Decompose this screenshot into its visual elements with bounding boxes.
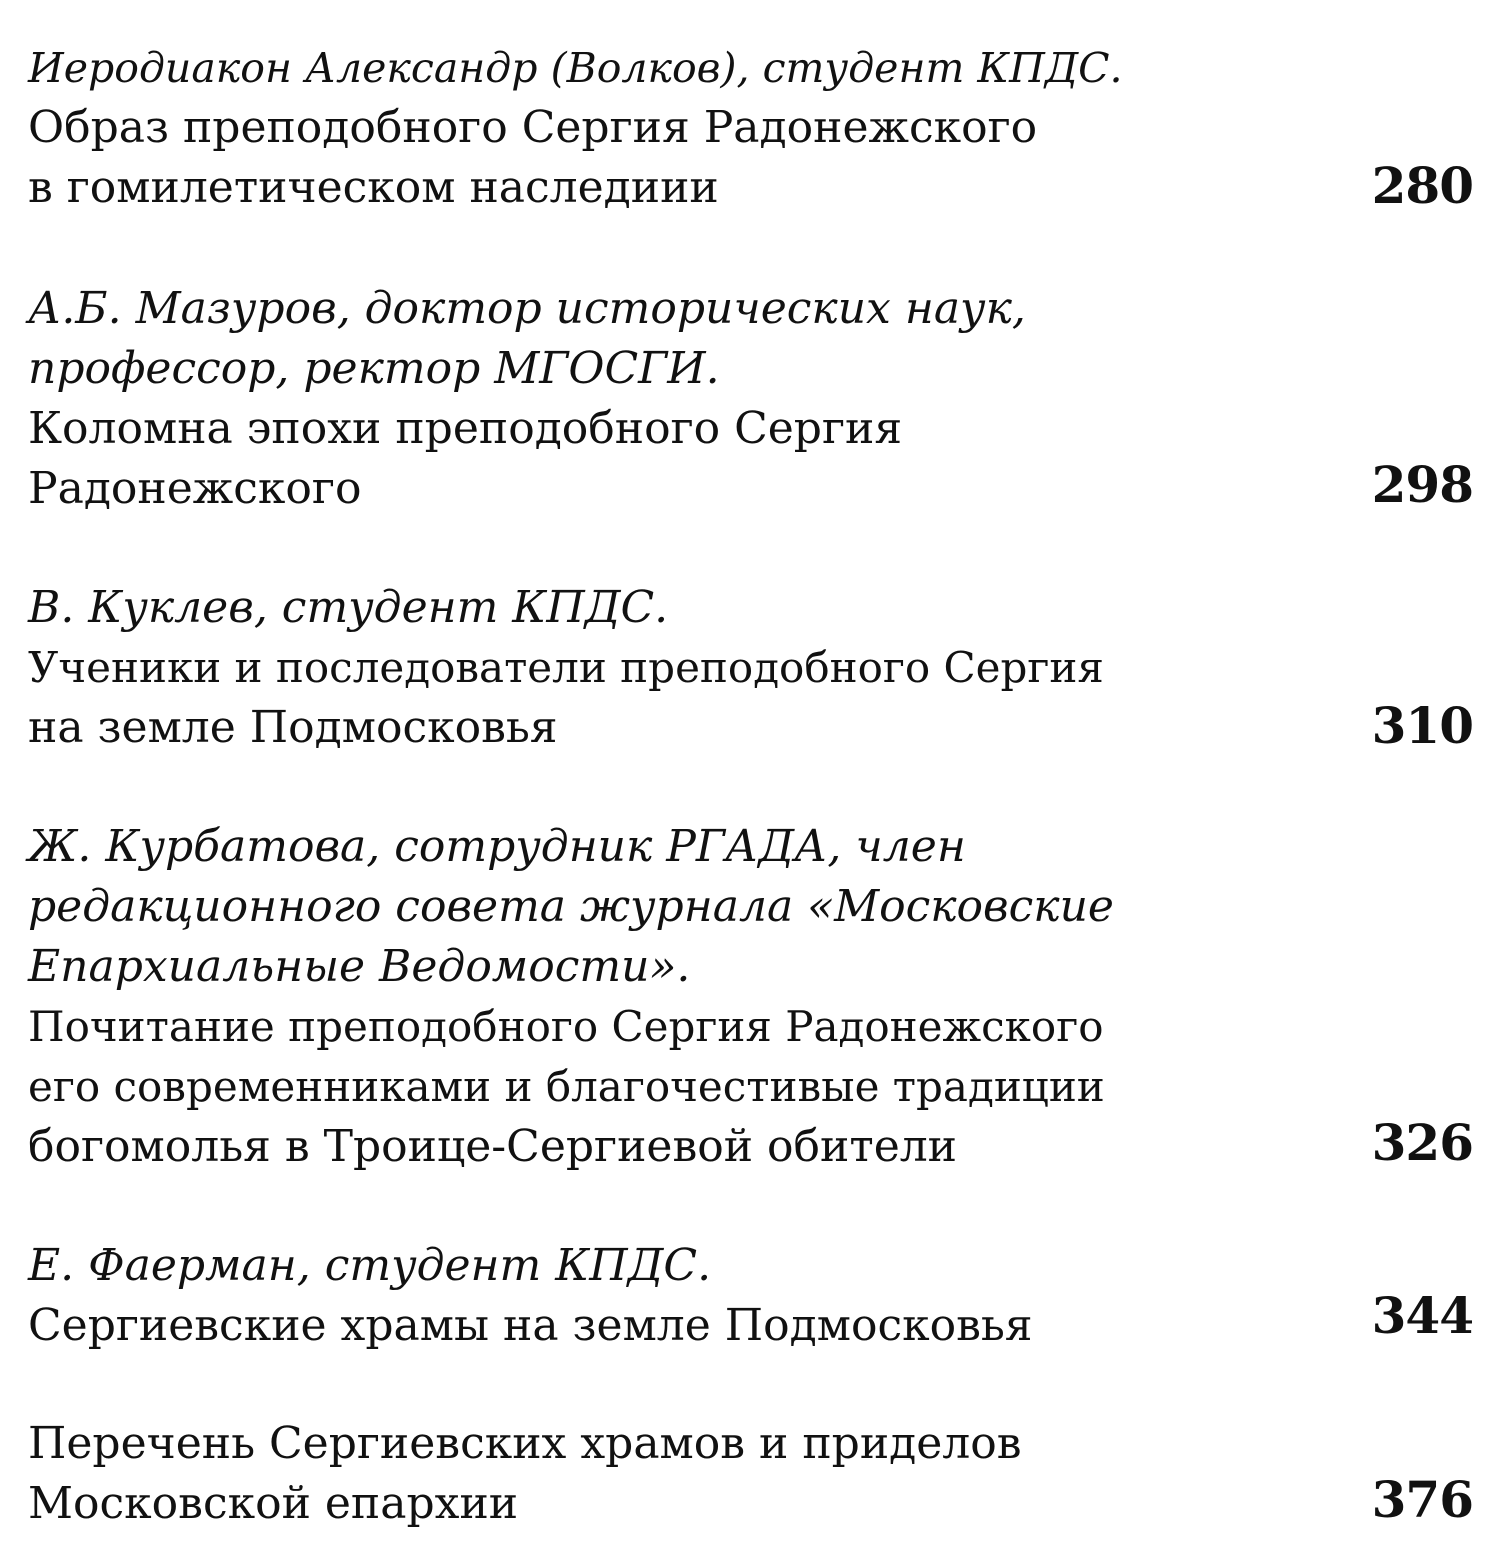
entry-author: Е. Фаерман, студент КПДС. — [28, 1240, 712, 1291]
entry-page-number[interactable]: 326 — [1371, 1113, 1473, 1172]
entry-author: В. Куклев, студент КПДС. — [28, 582, 669, 633]
entry-page-number[interactable]: 310 — [1371, 696, 1473, 755]
entry-title: Сергиевские храмы на земле Подмосковья — [28, 1300, 1033, 1351]
entry-title: Московской епархии — [28, 1478, 519, 1529]
entry-title: Радонежского — [28, 463, 362, 514]
entry-page-number[interactable]: 344 — [1371, 1286, 1473, 1345]
entry-author: редакционного совета журнала «Московские — [28, 881, 1114, 932]
entry-title: богомолья в Троице-Сергиевой обители — [28, 1121, 958, 1172]
entry-title: Ученики и последователи преподобного Сергия — [28, 643, 1104, 692]
entry-title: в гомилетическом наследиии — [28, 162, 719, 213]
entry-author: Иеродиакон Александр (Волков), студент КПДС. — [28, 44, 1123, 92]
entry-author: Ж. Курбатова, сотрудник РГАДА, член — [28, 821, 966, 872]
entry-title: Образ преподобного Сергия Радонежского — [28, 102, 1038, 153]
entry-page-number[interactable]: 280 — [1371, 156, 1473, 215]
entry-title: Перечень Сергиевских храмов и приделов — [28, 1418, 1022, 1469]
entry-page-number[interactable]: 376 — [1371, 1470, 1473, 1529]
entry-author: профессор, ректор МГОСГИ. — [28, 343, 720, 394]
entry-author: Епархиальные Ведомости». — [28, 941, 691, 992]
entry-page-number[interactable]: 298 — [1371, 455, 1473, 514]
entry-title: Коломна эпохи преподобного Сергия — [28, 403, 903, 454]
entry-title: Почитание преподобного Сергия Радонежского — [28, 1002, 1104, 1051]
entry-title: на земле Подмосковья — [28, 702, 558, 753]
entry-title: его современниками и благочестивые традиции — [28, 1062, 1105, 1111]
entry-author: А.Б. Мазуров, доктор исторических наук, — [28, 283, 1026, 334]
